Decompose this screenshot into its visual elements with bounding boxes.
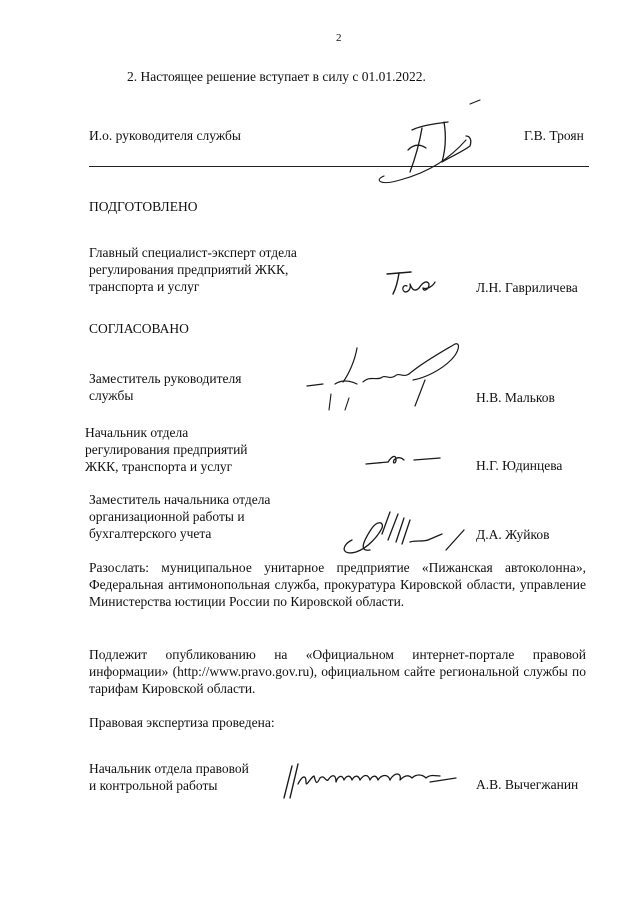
agreed-signer-1-name: Н.В. Мальков: [476, 390, 555, 405]
distribution-paragraph: Разослать: муниципальное унитарное предприятие «Пижанская автоколонна», Федеральная антимонопольная служба, прокуратура Кировской области, управление Министерства юстиции России по Кировской области.: [89, 560, 586, 609]
paragraph-2: 2. Настоящее решение вступает в силу с 01.01.2022.: [127, 69, 426, 84]
position-line: Главный специалист-эксперт отдела: [89, 245, 297, 260]
position-line: транспорта и услуг: [89, 279, 200, 294]
position-line: и контрольной работы: [89, 778, 218, 793]
agreed-signer-3-name: Д.А. Жуйков: [476, 527, 550, 542]
head-underline: [89, 166, 589, 167]
legal-review-position: [89, 760, 249, 794]
head-title: И.о. руководителя службы: [89, 128, 241, 143]
position-line: Заместитель начальника отдела: [89, 492, 271, 507]
head-signature: [370, 100, 500, 192]
legal-review-text: Правовая экспертиза проведена:: [89, 715, 275, 730]
legal-review-signature: [280, 760, 470, 800]
prepared-position: [89, 244, 297, 295]
prepared-name: Л.Н. Гавриличева: [476, 280, 578, 295]
position-line: службы: [89, 388, 134, 403]
agreed-signer-2-position: [85, 424, 248, 475]
position-line: Заместитель руководителя: [89, 371, 242, 386]
position-line: Начальник отдела правовой: [89, 761, 249, 776]
position-line: ЖКК, транспорта и услуг: [85, 459, 233, 474]
agreed-signer-2-signature: [364, 450, 444, 470]
legal-review-name: А.В. Вычегжанин: [476, 777, 579, 792]
page-number: 2: [336, 32, 342, 44]
head-name: Г.В. Троян: [524, 128, 584, 143]
position-line: Начальник отдела: [85, 425, 189, 440]
position-line: регулирования предприятий: [85, 442, 248, 457]
prepared-heading: ПОДГОТОВЛЕНО: [89, 199, 198, 214]
agreed-signer-3-signature: [338, 506, 468, 560]
publication-paragraph: Подлежит опубликованию на «Официальном интернет-портале правовой информации» (http://www.pravo.gov.ru), официальном сайте региональной службы по тарифам Кировской области.: [89, 647, 586, 696]
position-line: регулирования предприятий ЖКК,: [89, 262, 289, 277]
prepared-signature: [385, 270, 445, 298]
agreed-heading: СОГЛАСОВАНО: [89, 321, 189, 336]
position-line: организационной работы и: [89, 509, 245, 524]
position-line: бухгалтерского учета: [89, 526, 212, 541]
agreed-signer-1-signature: [305, 340, 465, 412]
agreed-signer-3-position: [89, 491, 270, 542]
agreed-signer-2-name: Н.Г. Юдинцева: [476, 458, 563, 473]
agreed-signer-1-position: [89, 370, 241, 404]
